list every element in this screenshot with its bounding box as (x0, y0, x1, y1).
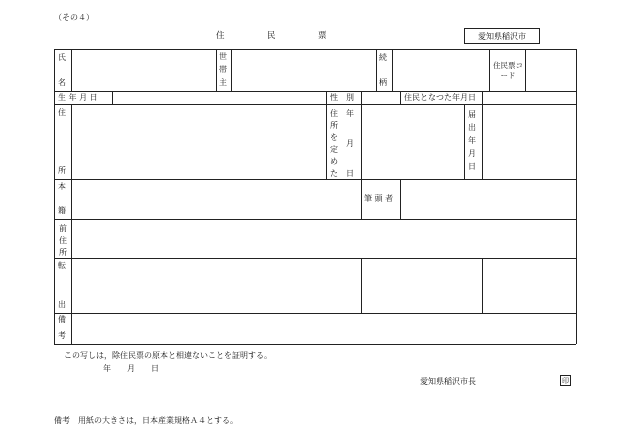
form-number: （その４） (54, 13, 94, 22)
grid-line (54, 104, 576, 105)
relation-label-2: 柄 (379, 78, 387, 87)
page-title: 住 民 票 (216, 31, 327, 41)
name-label-2: 名 (58, 78, 66, 87)
grid-line (54, 49, 576, 50)
city-label: 愛知県稲沢市 (478, 31, 526, 41)
certification-date: 年 月 日 (103, 364, 159, 373)
grid-line (231, 49, 232, 91)
moved-month-unit: 月 (346, 139, 354, 148)
grid-line (54, 49, 55, 344)
grid-line (464, 104, 465, 179)
address-moved-date-label: 住 所 を 定 め た (330, 109, 338, 178)
grid-line (361, 91, 362, 104)
grid-line (216, 49, 217, 91)
name-label-1: 氏 (58, 53, 66, 62)
birth-date-label: 生 年 月 日 (58, 93, 98, 102)
grid-line (361, 179, 362, 219)
address-label-1: 住 (58, 108, 66, 117)
household-head-label-2: 帯 (219, 65, 227, 74)
grid-line (54, 313, 576, 314)
grid-line (576, 49, 577, 344)
grid-line (326, 104, 327, 179)
grid-line (392, 49, 393, 91)
became-resident-date-label: 住民となつた年月日 (404, 93, 476, 102)
certification-statement: この写しは，除住民票の原本と相違ないことを証明する。 (64, 351, 272, 360)
grid-line (71, 219, 72, 258)
grid-line (376, 49, 377, 91)
seal-mark: 印 (562, 376, 569, 385)
address-label-2: 所 (58, 166, 66, 175)
domicile-label-2: 籍 (58, 206, 66, 215)
seal-box (560, 375, 571, 386)
grid-line (489, 49, 490, 91)
resident-code-label: 住民票コード (493, 61, 523, 80)
grid-line (71, 179, 72, 219)
domicile-label-1: 本 (58, 182, 66, 191)
moved-day-unit: 日 (346, 169, 354, 178)
grid-line (326, 91, 327, 104)
household-head-label-3: 主 (219, 78, 227, 87)
grid-line (361, 104, 362, 179)
grid-line (71, 258, 72, 313)
moved-year-unit: 年 (346, 109, 354, 118)
notification-date-label: 届 出 年 月 日 (468, 110, 476, 171)
relation-label-1: 続 (379, 53, 387, 62)
head-of-family-label: 筆 頭 者 (364, 194, 394, 203)
grid-line (54, 219, 576, 220)
grid-line (54, 179, 576, 180)
grid-line (54, 344, 576, 345)
remarks-label-1: 備 (58, 315, 66, 324)
grid-line (400, 91, 401, 104)
footnote: 備考 用紙の大きさは，日本産業規格Ａ４とする。 (54, 416, 238, 425)
grid-line (361, 258, 362, 313)
grid-line (71, 313, 72, 344)
previous-address-label: 前 住 所 (59, 224, 67, 257)
city-box (464, 28, 540, 44)
remarks-label-2: 考 (58, 331, 66, 340)
household-head-label-1: 世 (219, 52, 227, 61)
grid-line (482, 258, 483, 313)
move-out-label-1: 転 (58, 261, 66, 270)
grid-line (54, 91, 576, 92)
grid-line (112, 91, 113, 104)
grid-line (525, 49, 526, 91)
move-out-label-2: 出 (58, 300, 66, 309)
grid-line (482, 104, 483, 179)
grid-line (71, 104, 72, 179)
grid-line (54, 258, 576, 259)
issuer-name: 愛知県稲沢市長 (420, 377, 476, 386)
grid-line (71, 49, 72, 91)
grid-line (400, 179, 401, 219)
grid-line (482, 91, 483, 104)
gender-label: 性 別 (330, 93, 354, 102)
